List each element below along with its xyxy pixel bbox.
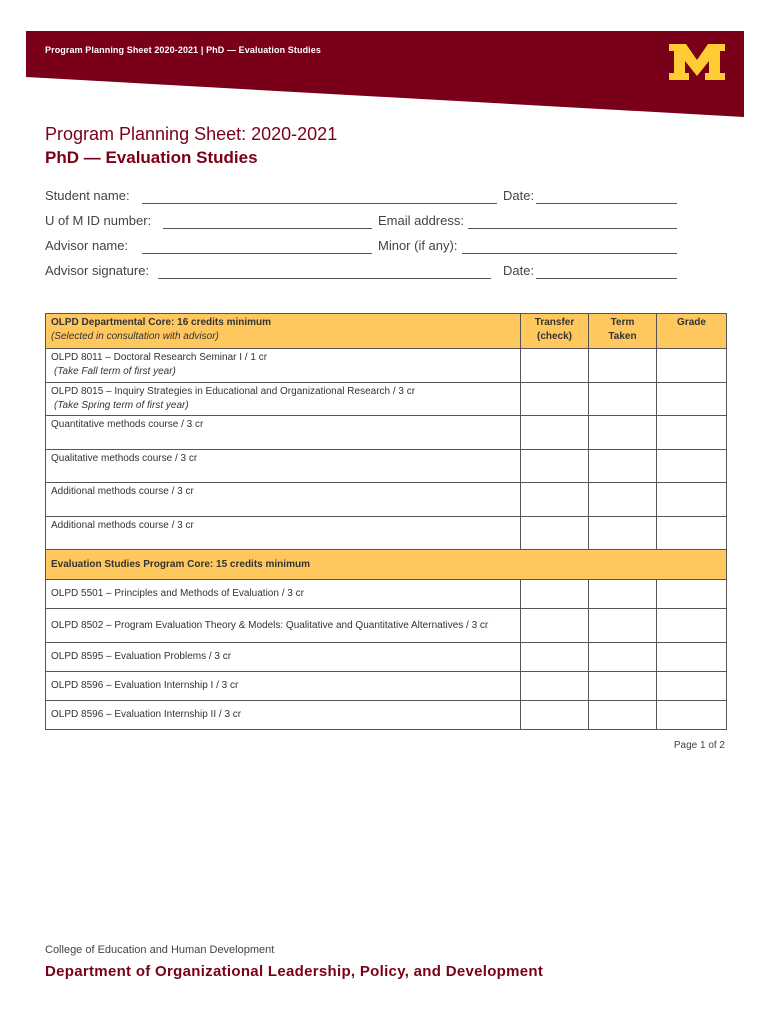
email-field[interactable]	[468, 228, 677, 229]
term-taken-cell[interactable]	[589, 580, 657, 609]
course-name: OLPD 8015 – Inquiry Strategies in Educational and Organizational Research / 3 cr	[51, 386, 416, 397]
table-row	[46, 701, 727, 730]
advisor-name-field[interactable]	[142, 253, 372, 254]
advisor-name-label: Advisor name:	[45, 238, 129, 253]
transfer-check-cell[interactable]	[521, 672, 589, 701]
grade-cell[interactable]	[657, 672, 727, 701]
course-cell	[46, 483, 521, 517]
table-row	[46, 349, 727, 383]
grade-cell[interactable]	[657, 416, 727, 450]
course-name: OLPD 8596 – Evaluation Internship II / 3 cr	[51, 709, 242, 720]
section-note: (Selected in consultation with advisor)	[51, 331, 219, 342]
course-note: (Take Spring term of first year)	[54, 400, 189, 411]
transfer-check-cell[interactable]	[521, 580, 589, 609]
term-taken-cell[interactable]	[589, 349, 657, 383]
table-row	[46, 383, 727, 416]
email-label: Email address:	[378, 213, 464, 228]
transfer-header-line1: Transfer	[534, 317, 575, 328]
course-cell	[46, 349, 521, 383]
umid-label: U of M ID number:	[45, 213, 152, 228]
date-label: Date:	[503, 188, 535, 203]
grade-cell[interactable]	[657, 609, 727, 643]
banner-text: Program Planning Sheet 2020-2021 | PhD — Evaluation Studies	[45, 45, 321, 55]
table-row	[46, 643, 727, 672]
section-title: OLPD Departmental Core: 16 credits minimum	[51, 317, 272, 328]
grade-cell[interactable]	[657, 383, 727, 416]
umid-field[interactable]	[163, 228, 372, 229]
transfer-column-header	[521, 314, 589, 349]
course-note: (Take Fall term of first year)	[54, 366, 176, 377]
document-title: Program Planning Sheet: 2020-2021	[45, 124, 338, 144]
course-cell	[46, 416, 521, 450]
date-field[interactable]	[536, 203, 677, 204]
course-cell	[46, 383, 521, 416]
table-row	[46, 609, 727, 643]
term-taken-cell[interactable]	[589, 517, 657, 550]
grade-cell[interactable]	[657, 450, 727, 483]
university-logo-icon	[669, 44, 725, 80]
course-name: OLPD 8596 – Evaluation Internship I / 3 cr	[51, 680, 239, 691]
grade-cell[interactable]	[657, 580, 727, 609]
course-cell	[46, 609, 521, 643]
course-cell	[46, 701, 521, 730]
transfer-check-cell[interactable]	[521, 483, 589, 517]
department-name: Department of Organizational Leadership, Policy, and Development	[45, 963, 544, 980]
term-taken-cell[interactable]	[589, 672, 657, 701]
course-name: OLPD 8011 – Doctoral Research Seminar I / 1 cr	[51, 352, 268, 363]
table-row	[46, 416, 727, 450]
transfer-check-cell[interactable]	[521, 349, 589, 383]
grade-cell[interactable]	[657, 517, 727, 550]
table-row	[46, 672, 727, 701]
section-header-departmental-core	[46, 314, 727, 349]
term-taken-cell[interactable]	[589, 701, 657, 730]
grade-cell[interactable]	[657, 349, 727, 383]
minor-label: Minor (if any):	[378, 238, 458, 253]
section-header-cell	[46, 314, 521, 349]
course-name: OLPD 5501 – Principles and Methods of Evaluation / 3 cr	[51, 588, 304, 599]
section-title: Evaluation Studies Program Core: 15 credits minimum	[46, 550, 727, 580]
transfer-header-line2: (check)	[536, 331, 572, 342]
course-cell	[46, 517, 521, 550]
student-name-field[interactable]	[142, 203, 497, 204]
section-header-program-core	[46, 550, 727, 580]
course-cell	[46, 450, 521, 483]
advisor-signature-label: Advisor signature:	[45, 263, 150, 278]
course-name: OLPD 8595 – Evaluation Problems / 3 cr	[51, 651, 232, 662]
signature-date-field[interactable]	[536, 278, 677, 279]
college-name: College of Education and Human Development	[45, 944, 275, 956]
term-taken-cell[interactable]	[589, 609, 657, 643]
transfer-check-cell[interactable]	[521, 450, 589, 483]
term-taken-cell[interactable]	[589, 416, 657, 450]
minor-field[interactable]	[462, 253, 677, 254]
term-header-line2: Taken	[608, 331, 637, 342]
course-name: OLPD 8502 – Program Evaluation Theory & Models: Qualitative and Quantitative Alternatives / 3 cr	[51, 619, 489, 631]
term-taken-cell[interactable]	[589, 450, 657, 483]
table-row	[46, 483, 727, 517]
student-name-label: Student name:	[45, 188, 130, 203]
term-header-line1: Term	[610, 317, 635, 328]
transfer-check-cell[interactable]	[521, 416, 589, 450]
term-taken-cell[interactable]	[589, 483, 657, 517]
transfer-check-cell[interactable]	[521, 643, 589, 672]
advisor-signature-field[interactable]	[158, 278, 491, 279]
course-name: Additional methods course / 3 cr	[51, 520, 194, 531]
course-cell	[46, 672, 521, 701]
term-taken-cell[interactable]	[589, 643, 657, 672]
term-column-header	[589, 314, 657, 349]
grade-cell[interactable]	[657, 483, 727, 517]
page-number: Page 1 of 2	[673, 740, 725, 751]
course-cell	[46, 643, 521, 672]
course-name: Quantitative methods course / 3 cr	[51, 419, 204, 430]
signature-date-label: Date:	[503, 263, 535, 278]
grade-cell[interactable]	[657, 701, 727, 730]
document-subtitle: PhD — Evaluation Studies	[45, 148, 258, 167]
course-table	[45, 313, 727, 730]
grade-column-header: Grade	[657, 314, 727, 349]
table-row	[46, 450, 727, 483]
transfer-check-cell[interactable]	[521, 701, 589, 730]
course-cell	[46, 580, 521, 609]
course-name: Qualitative methods course / 3 cr	[51, 453, 198, 464]
table-row	[46, 580, 727, 609]
grade-cell[interactable]	[657, 643, 727, 672]
transfer-check-cell[interactable]	[521, 609, 589, 643]
term-taken-cell[interactable]	[589, 383, 657, 416]
table-row	[46, 517, 727, 550]
transfer-check-cell[interactable]	[521, 517, 589, 550]
transfer-check-cell[interactable]	[521, 383, 589, 416]
course-name: Additional methods course / 3 cr	[51, 486, 194, 497]
